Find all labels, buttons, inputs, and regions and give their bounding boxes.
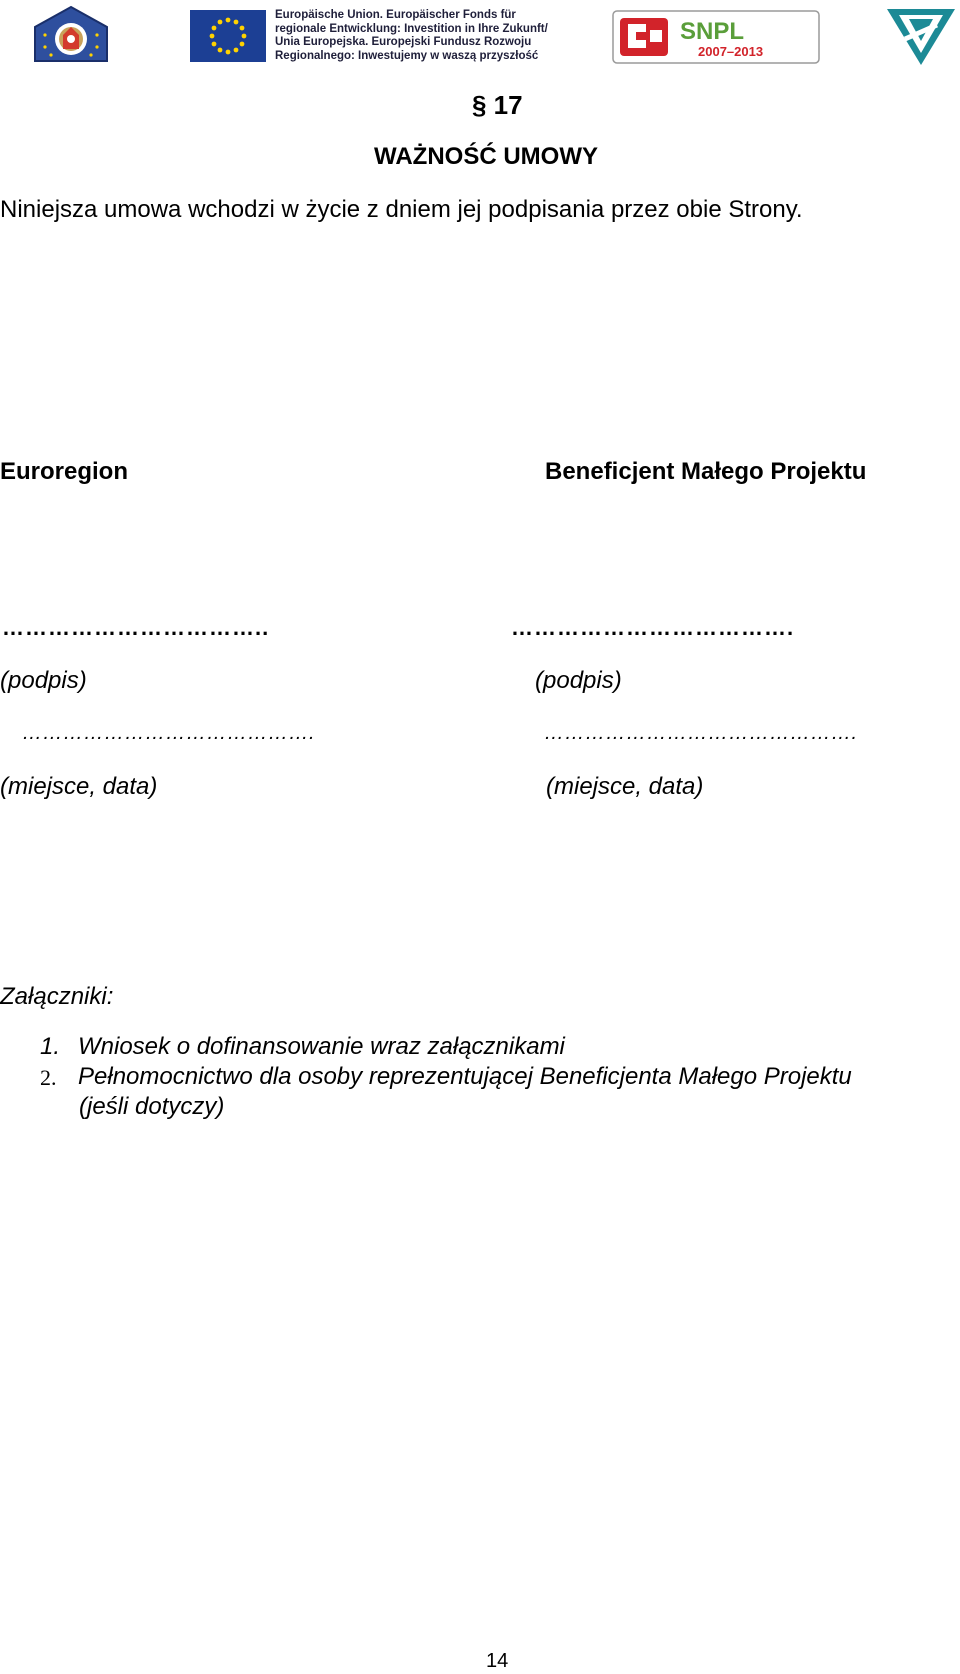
- attachment-text: Pełnomocnictwo dla osoby reprezentującej Beneficjenta Małego Projektu: [78, 1063, 852, 1090]
- date-label-right: (miejsce, data): [546, 773, 704, 800]
- snpl-name: SNPL: [680, 18, 745, 45]
- euroregion-logo-icon: [33, 5, 109, 63]
- party-euroregion: Euroregion: [0, 458, 129, 485]
- section-title: WAŻNOŚĆ UMOWY: [374, 143, 598, 170]
- eu-text-line: Regionalnego: Inwestujemy w waszą przyszłość: [275, 49, 539, 62]
- attachment-text-continuation: (jeśli dotyczy): [79, 1093, 225, 1120]
- eu-text-line: Unia Europejska. Europejski Fundusz Rozwoju: [275, 36, 532, 48]
- signature-label-left: (podpis): [0, 667, 87, 694]
- section-number: § 17: [472, 90, 523, 120]
- snpl-logo: [612, 10, 820, 64]
- section-text: Niniejsza umowa wchodzi w życie z dniem jej podpisania przez obie Strony.: [0, 196, 803, 223]
- signature-line-left: ……………………………..: [2, 615, 270, 640]
- party-beneficiary: Beneficjent Małego Projektu: [545, 458, 867, 485]
- snpl-years: 2007–2013: [698, 44, 764, 59]
- eu-text-line: regionale Entwicklung: Investition in Ihre Zukunft/: [275, 22, 548, 35]
- attachment-text: Wniosek o dofinansowanie wraz załącznikami: [78, 1033, 565, 1060]
- attachment-number: 1.: [40, 1033, 61, 1060]
- page-number: 14: [486, 1650, 509, 1672]
- attachments-title: Załączniki:: [0, 983, 114, 1010]
- date-line-left: …………………………………….: [22, 722, 316, 744]
- eu-text-line: Europäische Union. Europäischer Fonds für: [275, 9, 516, 21]
- attachment-number: 2.: [40, 1065, 57, 1090]
- eu-flag-icon: [190, 10, 266, 62]
- signature-line-right: ……………………………….: [511, 615, 795, 640]
- date-line-right: ……………………………………….: [544, 722, 858, 744]
- eu-funding-text: [275, 9, 548, 63]
- triangle-logo-icon: [885, 5, 957, 67]
- signature-label-right: (podpis): [535, 667, 622, 694]
- date-label-left: (miejsce, data): [0, 773, 158, 800]
